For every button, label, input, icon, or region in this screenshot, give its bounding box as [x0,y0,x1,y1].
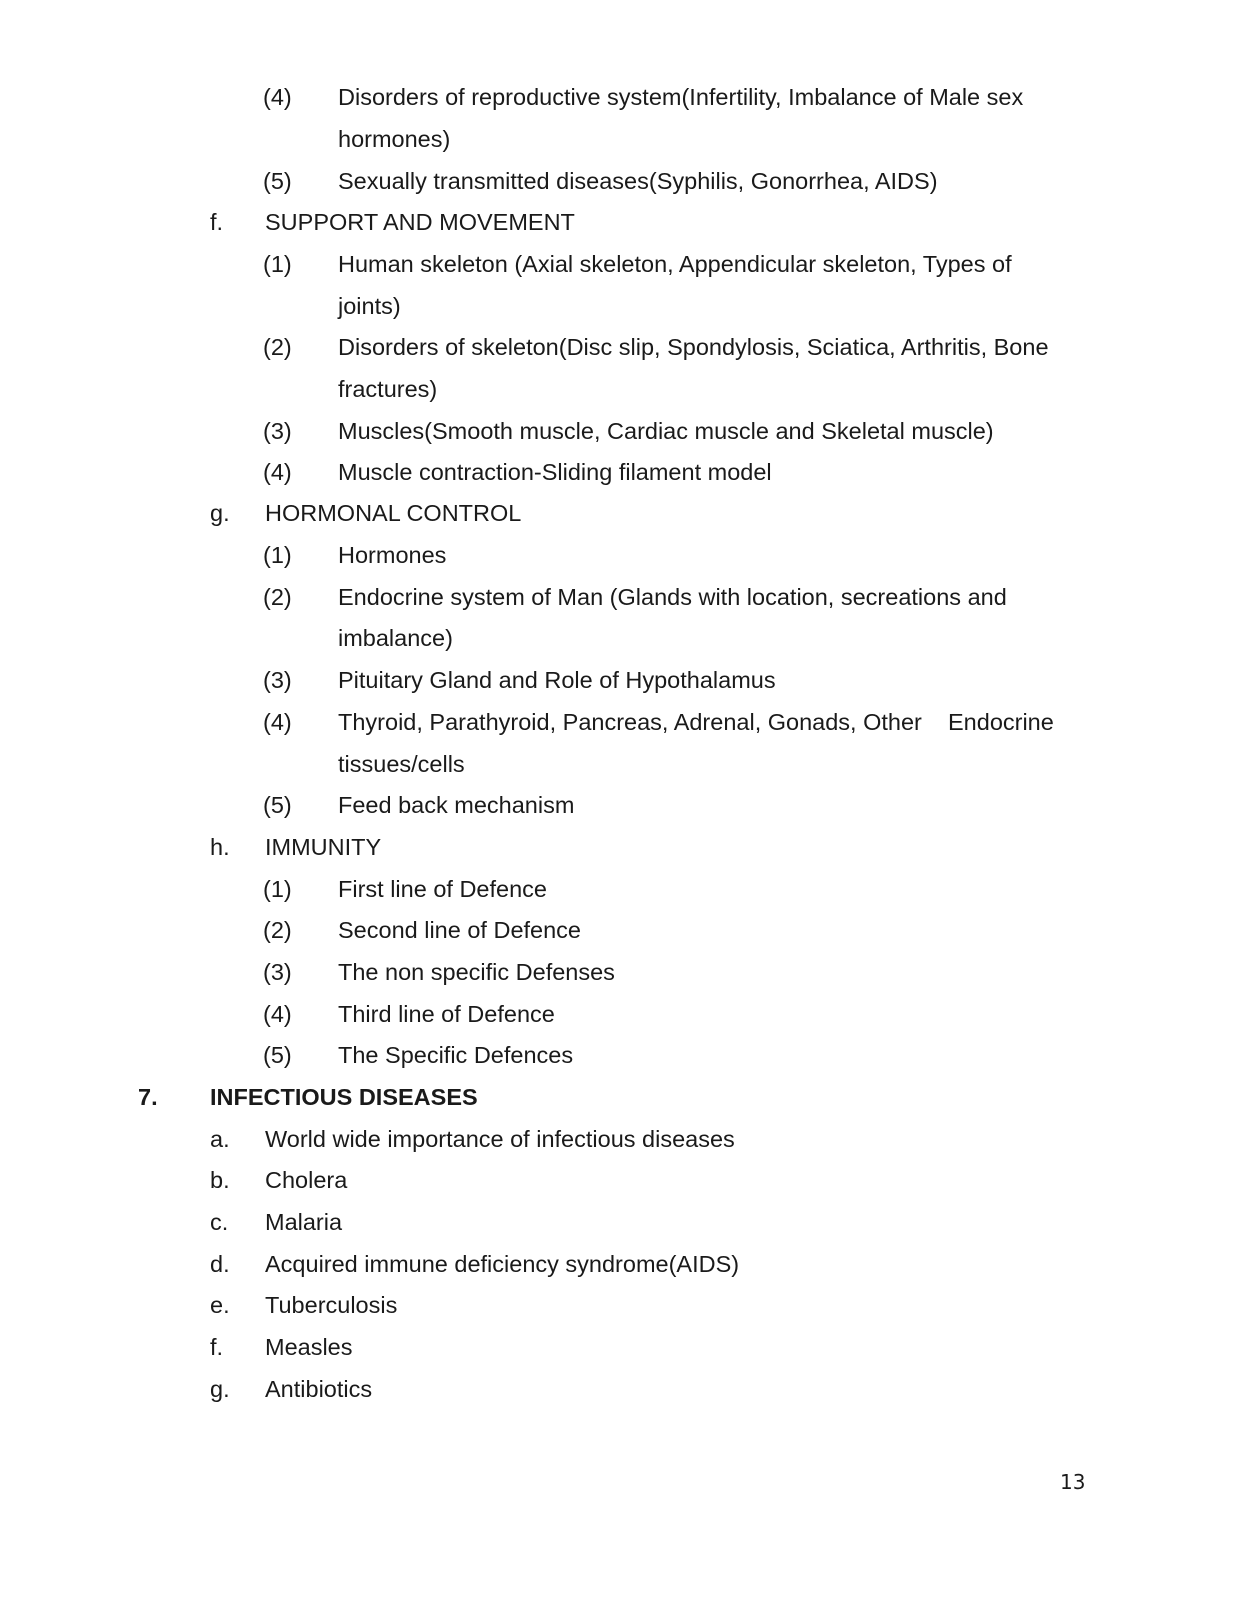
item-text: Muscle contraction-Sliding filament model [338,459,772,485]
item-text: Feed back mechanism [338,792,575,818]
item-text: Muscles(Smooth muscle, Cardiac muscle and Skeletal muscle) [338,418,994,444]
item-text: hormones) [338,126,451,152]
item-text: Disorders of skeleton(Disc slip, Spondylosis, Sciatica, Arthritis, Bone [338,334,1049,360]
item-text: imbalance) [338,625,453,651]
item-text: Third line of Defence [338,1001,555,1027]
item-number: (4) [263,84,292,110]
item-text: joints) [338,293,401,319]
item-number: (4) [263,709,292,735]
item-letter: a. [210,1126,230,1152]
section-number: 7. [138,1084,158,1110]
item-text: Second line of Defence [338,917,581,943]
item-text: Acquired immune deficiency syndrome(AIDS) [265,1251,740,1277]
item-text: First line of Defence [338,876,547,902]
item-number: (1) [263,542,292,568]
item-text: fractures) [338,376,438,402]
item-number: (2) [263,584,292,610]
item-text: Human skeleton (Axial skeleton, Appendicular skeleton, Types of [338,251,1012,277]
subsection-title: IMMUNITY [265,834,382,860]
item-letter: f. [210,1334,224,1360]
item-number: (3) [263,959,292,985]
item-text: Sexually transmitted diseases(Syphilis, Gonorrhea, AIDS) [338,168,938,194]
item-number: (5) [263,792,292,818]
item-number: (1) [263,876,292,902]
item-text: The non specific Defenses [338,959,615,985]
item-letter: e. [210,1292,230,1318]
subsection-letter: h. [210,834,230,860]
subsection-letter: g. [210,500,230,526]
item-letter: g. [210,1376,230,1402]
item-number: (1) [263,251,292,277]
item-text: Hormones [338,542,447,568]
section-title: INFECTIOUS DISEASES [210,1084,478,1110]
item-number: (4) [263,459,292,485]
item-text: Antibiotics [265,1376,373,1402]
subsection-title: HORMONAL CONTROL [265,500,522,526]
item-text: Disorders of reproductive system(Infertility, Imbalance of Male sex [338,84,1024,110]
item-text: tissues/cells [338,751,465,777]
item-number: (5) [263,1042,292,1068]
subsection-letter: f. [210,209,224,235]
item-number: (4) [263,1001,292,1027]
item-number: (2) [263,334,292,360]
item-number: (3) [263,418,292,444]
item-letter: d. [210,1251,230,1277]
item-text: Tuberculosis [265,1292,398,1318]
item-text: Pituitary Gland and Role of Hypothalamus [338,667,776,693]
item-text: Measles [265,1334,353,1360]
item-number: (2) [263,917,292,943]
item-letter: c. [210,1209,229,1235]
item-text: Endocrine system of Man (Glands with location, secreations and [338,584,1007,610]
subsection-title: SUPPORT AND MOVEMENT [265,209,575,235]
item-letter: b. [210,1167,230,1193]
item-text: Malaria [265,1209,343,1235]
item-number: (3) [263,667,292,693]
item-text: Cholera [265,1167,348,1193]
item-text: The Specific Defences [338,1042,574,1068]
item-text: Thyroid, Parathyroid, Pancreas, Adrenal, Gonads, Other Endocrine [338,709,1054,735]
item-text: World wide importance of infectious diseases [265,1126,735,1152]
item-number: (5) [263,168,292,194]
page-number: 13 [1060,1470,1086,1494]
